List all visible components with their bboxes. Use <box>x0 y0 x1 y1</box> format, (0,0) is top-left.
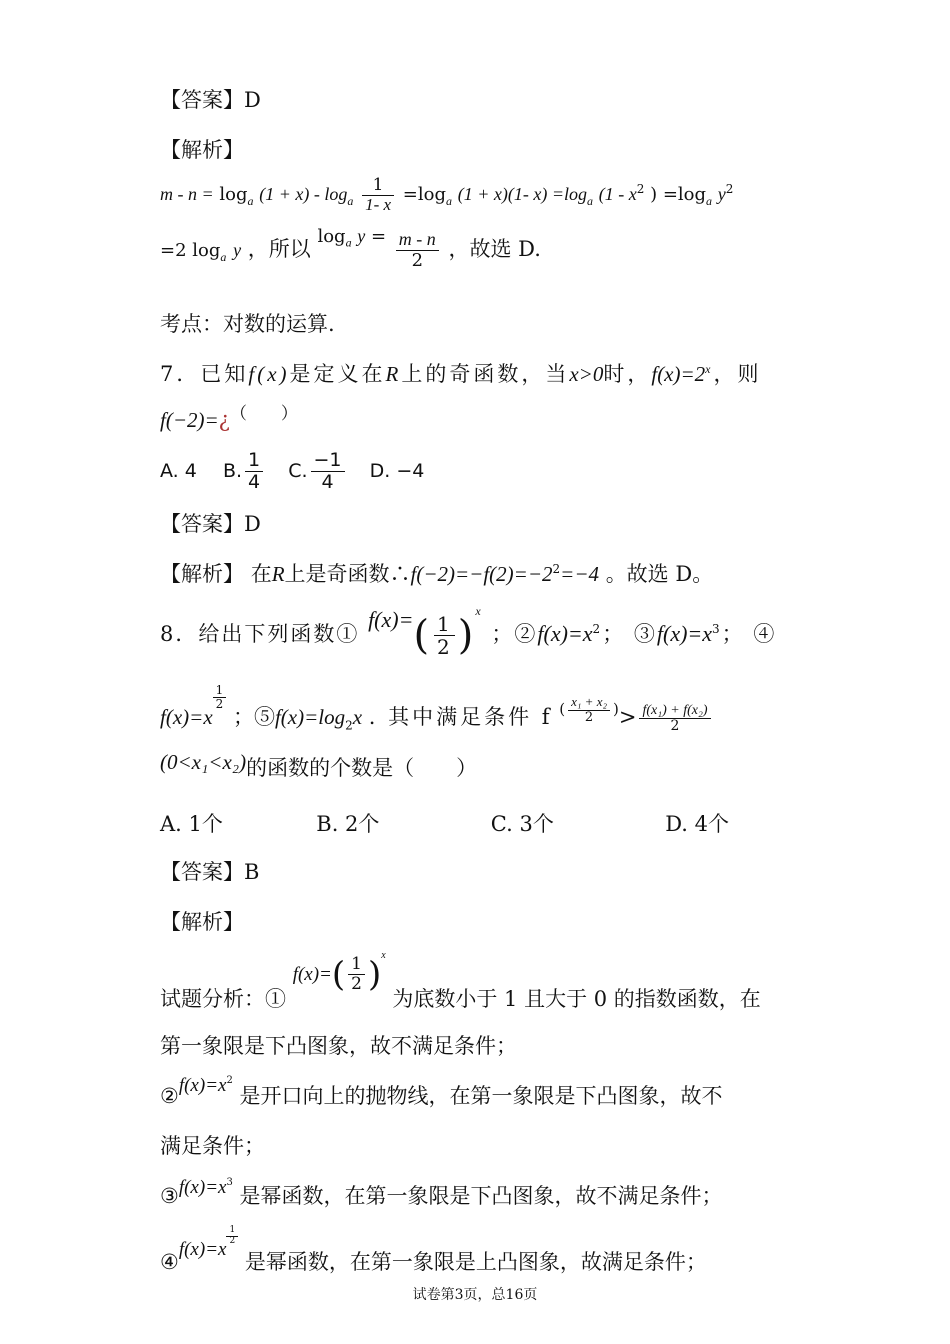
q7-analysis: 【解析】 在R上是奇函数$\therefore f(-2)=-f(2)=-2^2=-4$ 。故选 D。 <box>160 562 714 586</box>
q7-stem-line2: f(−2)=¿（ ） <box>160 404 298 432</box>
q6-equation-1: $m - n = \log_a (1 + x) - \log_a$ $\frac{1}{1- x}$ $=\log_a$ (1 + x)(1- $x) =\log_a$ ($1 - x^2$ ) $=\log_a$ $y^2$ <box>160 175 734 214</box>
q8-option-c: C. 3个 <box>490 812 554 836</box>
q6-answer: 【答案】D <box>160 88 261 112</box>
q8-solution-2: $②f(x)=x^2$ 是开口向上的抛物线，在第一象限是下凸图象，故不 <box>160 1075 723 1108</box>
q8-stem-line3: (0<x₁<x₂)的函数的个数是（ ） <box>160 750 478 780</box>
q8-options <box>160 812 729 837</box>
q7-option-a: A. 4 <box>160 459 197 482</box>
q7-option-c: C. $\frac{-1}{4}$ <box>288 460 347 482</box>
q8-solution-4: ④f(x)=x $\frac{1}{2}$ 是幂函数，在第一象限是上凸图象，故满足条件； <box>160 1225 707 1274</box>
q8-solution-1-cont: 第一象限是下凸图象，故不满足条件； <box>160 1034 517 1058</box>
q8-solution-3: $③f(x)=x^3$ 是幂函数，在第一象限是下凸图象，故不满足条件； <box>160 1177 723 1208</box>
q7-answer: 【答案】D <box>160 512 261 536</box>
q8-option-a: A. 1个 <box>160 812 223 836</box>
q7-stem: 7．已知f(x)是定义在R上的奇函数，当x>0时，$f(x)=2^x$，则 <box>160 362 762 386</box>
q6-analysis-label: 【解析】 <box>160 138 244 162</box>
q7-option-d: D. −4 <box>369 459 425 482</box>
q8-solution-2-cont: 满足条件； <box>160 1134 265 1158</box>
q8-answer: 【答案】B <box>160 860 260 884</box>
q8-option-b: B. 2个 <box>316 812 380 836</box>
q7-option-b: B. $\frac{1}{4}$ <box>223 460 266 482</box>
q8-stem-line2: f(x)=x $\frac{1}{2}$ ；$⑤f(x)=\log_2x$ . 其中满足条件 f $^{( \frac{\text{x₁ + x₂}}{2} )}$> $\frac{\text{f(x₁) + f(x₂)}}{2}$ <box>160 684 714 735</box>
q8-stem-line1: 8．给出下列函数① f(x)=( $\frac{1}{2}$ )$^x$ ；$②f(x)=x^2$； $③f(x)=x^3$； ④ <box>160 604 777 659</box>
q8-analysis-label: 【解析】 <box>160 910 244 934</box>
q6-kaodian: 考点：对数的运算. <box>160 312 335 336</box>
q7-options <box>160 450 424 493</box>
q8-option-d: D. 4个 <box>665 812 730 836</box>
q8-solution-1: 试题分析：① f(x)=( $\frac{1}{2}$ )$^x$ 为底数小于 1 且大于 0 的指数函数，在 <box>160 950 761 1011</box>
page-footer: 试卷第3页，总16页 <box>412 1287 538 1303</box>
q6-equation-2: =2 $\log_a y$ ，所以 $\log_a y$ = $\frac{m - n}{2}$ ，故选 D. <box>160 226 541 271</box>
